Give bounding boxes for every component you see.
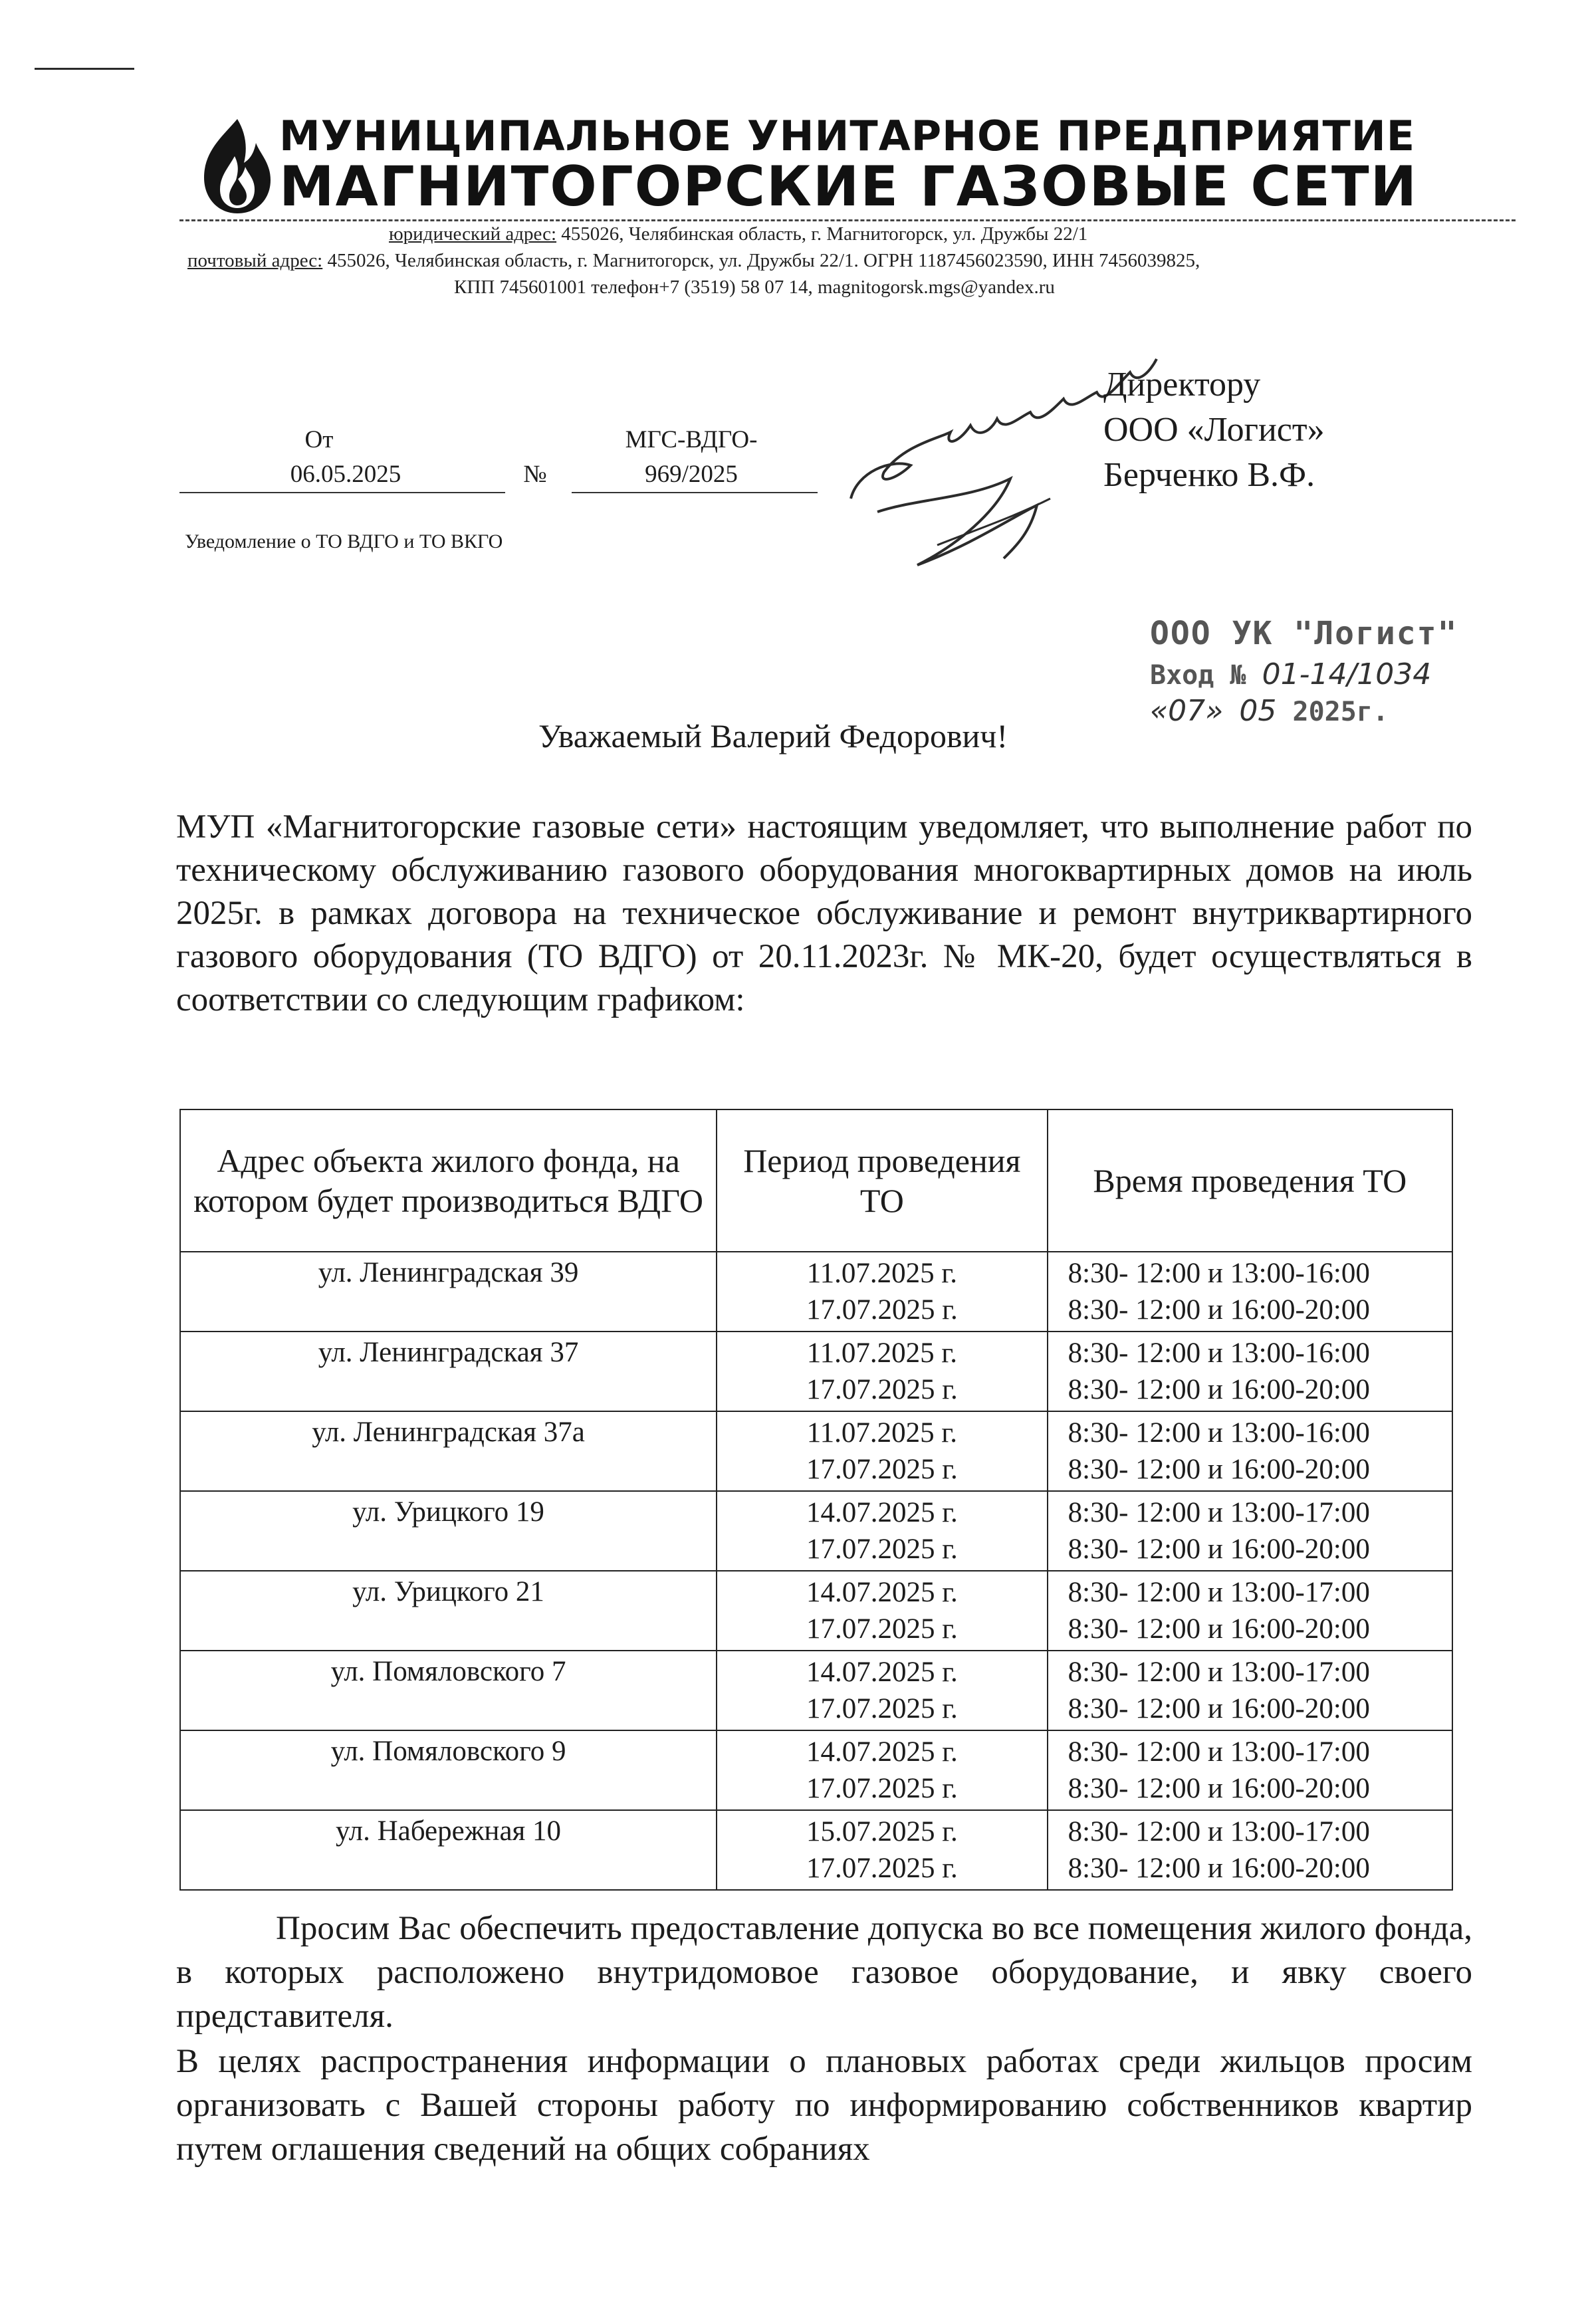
number-sign: № [523, 461, 547, 488]
address-cell: ул. Урицкого 19 [180, 1491, 717, 1571]
time-second: 8:30- 12:00 и 16:00-20:00 [1068, 1693, 1370, 1724]
org-name-line1: МУНИЦИПАЛЬНОЕ УНИТАРНОЕ ПРЕДПРИЯТИЕ [279, 112, 1416, 160]
table-row [180, 1810, 1452, 1890]
table-row [180, 1571, 1452, 1651]
letter-number-line2: 969/2025 [645, 461, 738, 488]
date-start: 11.07.2025 г. [806, 1258, 957, 1289]
header-divider [179, 219, 1516, 221]
date-end: 17.07.2025 г. [806, 1454, 958, 1485]
time-cell [1048, 1571, 1452, 1651]
period-cell [717, 1491, 1048, 1571]
address-cell: ул. Ленинградская 39 [180, 1252, 717, 1332]
legal-address [389, 223, 1087, 245]
date-underline [179, 492, 505, 493]
date-end: 17.07.2025 г. [806, 1773, 958, 1804]
stamp-month: 05 [1239, 694, 1277, 728]
date-end: 17.07.2025 г. [806, 1534, 958, 1565]
time-first: 8:30- 12:00 и 13:00-16:00 [1068, 1258, 1370, 1289]
greeting: Уважаемый Валерий Федорович! [538, 717, 1008, 755]
stamp-day: «07» [1150, 694, 1224, 728]
time-second: 8:30- 12:00 и 16:00-20:00 [1068, 1853, 1370, 1884]
date-start: 11.07.2025 г. [806, 1417, 957, 1449]
flame-logo-icon [196, 116, 276, 216]
date-start: 11.07.2025 г. [806, 1337, 957, 1369]
time-cell [1048, 1730, 1452, 1810]
postal-address-value: 455026, Челябинская область, г. Магнитогорск, ул. Дружбы 22/1. ОГРН 1187456023590, ИНН 7456039825, [322, 250, 1200, 271]
stamp-year: 2025г. [1292, 697, 1389, 727]
notice-subject: Уведомление о ТО ВДГО и ТО ВКГО [185, 530, 503, 552]
date-end: 17.07.2025 г. [806, 1613, 958, 1645]
letter-date: 06.05.2025 [290, 461, 401, 488]
time-cell [1048, 1411, 1452, 1491]
time-second: 8:30- 12:00 и 16:00-20:00 [1068, 1534, 1370, 1565]
period-cell [717, 1730, 1048, 1810]
table-row [180, 1730, 1452, 1810]
postal-address [187, 250, 1200, 272]
period-cell [717, 1810, 1048, 1890]
date-end: 17.07.2025 г. [806, 1374, 958, 1405]
stamp-incoming-row [1150, 657, 1458, 691]
time-first: 8:30- 12:00 и 13:00-17:00 [1068, 1497, 1370, 1528]
stamp-incoming-label: Вход № [1150, 660, 1246, 691]
period-cell [717, 1571, 1048, 1651]
contact-line: КПП 745601001 телефон+7 (3519) 58 07 14, magnitogorsk.mgs@yandex.ru [454, 277, 1055, 298]
time-second: 8:30- 12:00 и 16:00-20:00 [1068, 1773, 1370, 1804]
closing-paragraph-inform: В целях распространения информации о плановых работах среди жильцов просим организовать с Вашей стороны работу по информированию собственников квартир путем оглашения сведений на общих собраниях [176, 2043, 1472, 2168]
address-cell: ул. Набережная 10 [180, 1810, 717, 1890]
time-first: 8:30- 12:00 и 13:00-17:00 [1068, 1736, 1370, 1768]
time-cell [1048, 1651, 1452, 1730]
body-paragraph: МУП «Магнитогорские газовые сети» настоящим уведомляет, что выполнение работ по техническому обслуживанию газового оборудования многоквартирных домов на июль 2025г. в рамках договора на техническое обслуживание и ремонт внутриквартирного газового оборудования (ТО ВДГО) от 20.11.2023г. № МК-20, будет осуществляться в соответствии со следующим графиком: [176, 808, 1472, 1018]
letter-number-line1: МГС-ВДГО- [625, 426, 758, 453]
date-end: 17.07.2025 г. [806, 1693, 958, 1724]
date-end: 17.07.2025 г. [806, 1294, 958, 1326]
time-second: 8:30- 12:00 и 16:00-20:00 [1068, 1374, 1370, 1405]
header-period: Период проведения ТО [717, 1109, 1048, 1252]
time-cell [1048, 1252, 1452, 1332]
closing-paragraph-access: Просим Вас обеспечить предоставление допуска во все помещения жилого фонда, в которых расположено внутридомовое газовое оборудование, и явку своего представителя. [176, 1910, 1472, 2035]
date-end: 17.07.2025 г. [806, 1853, 958, 1884]
address-cell: ул. Урицкого 21 [180, 1571, 717, 1651]
stamp-incoming-number: 01-14/1034 [1262, 657, 1432, 691]
addressee-company: ООО «Логист» [1103, 411, 1325, 449]
table-row [180, 1252, 1452, 1332]
period-cell [717, 1252, 1048, 1332]
time-first: 8:30- 12:00 и 13:00-17:00 [1068, 1816, 1370, 1847]
scan-mark [35, 68, 134, 70]
time-first: 8:30- 12:00 и 13:00-17:00 [1068, 1657, 1370, 1688]
period-cell [717, 1411, 1048, 1491]
date-start: 14.07.2025 г. [806, 1497, 958, 1528]
period-cell [717, 1651, 1048, 1730]
time-cell [1048, 1332, 1452, 1411]
stamp-company: ООО УК "Логист" [1150, 615, 1458, 652]
legal-address-label: юридический адрес: [389, 223, 557, 245]
header-address: Адрес объекта жилого фонда, на котором будет производиться ВДГО [180, 1109, 717, 1252]
table-header-row [180, 1109, 1452, 1252]
date-start: 14.07.2025 г. [806, 1657, 958, 1688]
stamp-date-row [1150, 694, 1458, 728]
table-row [180, 1651, 1452, 1730]
address-cell: ул. Помяловского 7 [180, 1651, 717, 1730]
time-cell [1048, 1491, 1452, 1571]
addressee-position: Директору [1103, 366, 1261, 404]
time-first: 8:30- 12:00 и 13:00-16:00 [1068, 1337, 1370, 1369]
time-cell [1048, 1810, 1452, 1890]
addressee-block [1103, 362, 1325, 498]
addressee-name: Берченко В.Ф. [1103, 456, 1315, 494]
org-name-line2: МАГНИТОГОРСКИЕ ГАЗОВЫЕ СЕТИ [279, 154, 1418, 219]
time-second: 8:30- 12:00 и 16:00-20:00 [1068, 1294, 1370, 1326]
date-start: 14.07.2025 г. [806, 1736, 958, 1768]
number-underline [572, 492, 818, 493]
legal-address-value: 455026, Челябинская область, г. Магнитогорск, ул. Дружбы 22/1 [556, 223, 1088, 245]
postal-address-label: почтовый адрес: [187, 250, 323, 271]
incoming-stamp [1150, 615, 1458, 728]
schedule-table [179, 1109, 1453, 1891]
time-second: 8:30- 12:00 и 16:00-20:00 [1068, 1454, 1370, 1485]
address-cell: ул. Помяловского 9 [180, 1730, 717, 1810]
table-row [180, 1491, 1452, 1571]
header-time: Время проведения ТО [1048, 1109, 1452, 1252]
table-row [180, 1332, 1452, 1411]
time-first: 8:30- 12:00 и 13:00-17:00 [1068, 1577, 1370, 1608]
from-label: От [304, 426, 334, 453]
time-first: 8:30- 12:00 и 13:00-16:00 [1068, 1417, 1370, 1449]
date-start: 14.07.2025 г. [806, 1577, 958, 1608]
address-cell: ул. Ленинградская 37а [180, 1411, 717, 1491]
table-row [180, 1411, 1452, 1491]
address-cell: ул. Ленинградская 37 [180, 1332, 717, 1411]
period-cell [717, 1332, 1048, 1411]
date-start: 15.07.2025 г. [806, 1816, 958, 1847]
time-second: 8:30- 12:00 и 16:00-20:00 [1068, 1613, 1370, 1645]
